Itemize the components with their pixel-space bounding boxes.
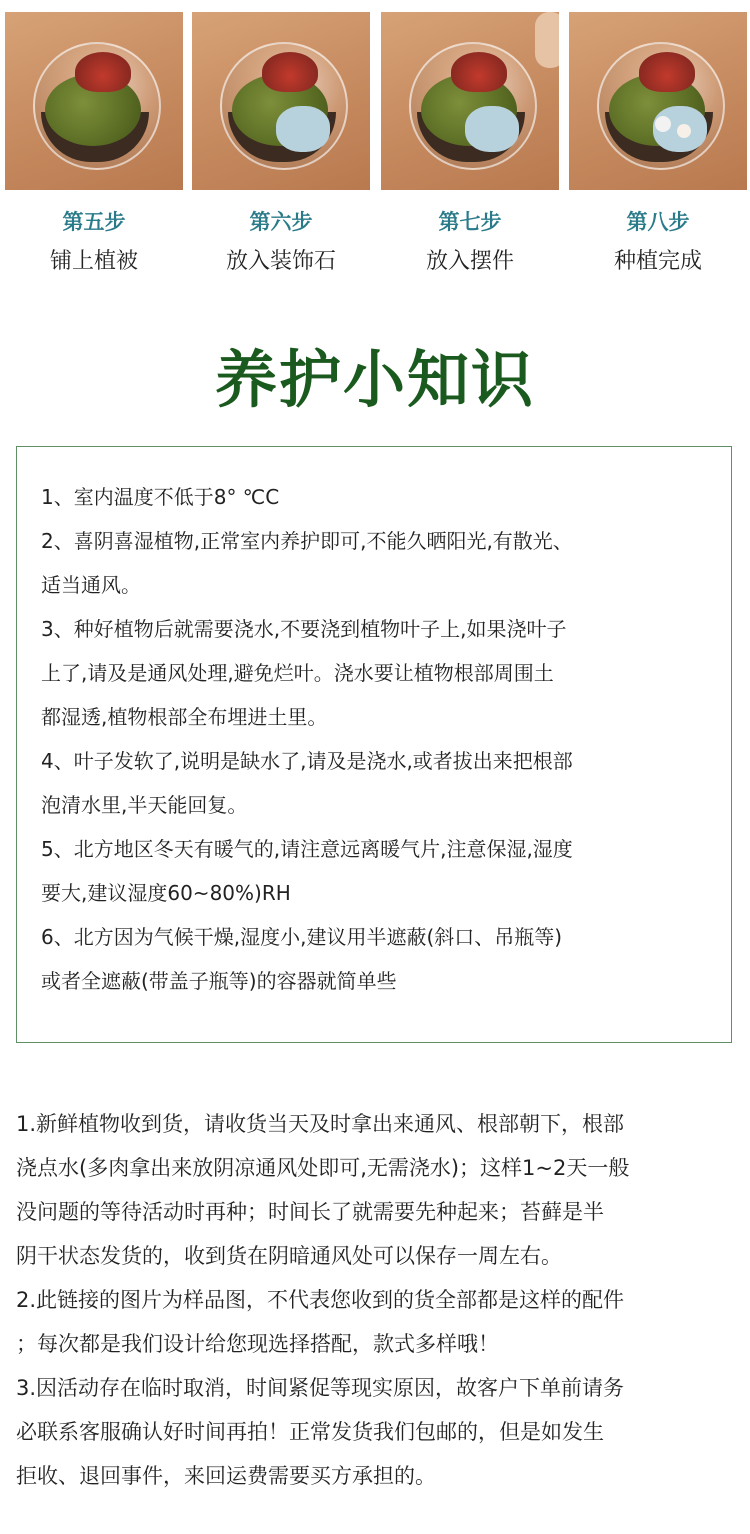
figurine-image: [677, 124, 691, 138]
care-tip-line: 1、室内温度不低于8° ℃C: [41, 485, 280, 509]
hand-image: [535, 12, 559, 68]
note-line: 2.此链接的图片为样品图，不代表您收到的货全部都是这样的配件: [16, 1288, 625, 1312]
step-desc: 种植完成: [613, 249, 702, 274]
step-title: 第八步: [626, 209, 690, 234]
care-tip-line: 6、北方因为气候干燥,湿度小,建议用半遮蔽(斜口、吊瓶等): [41, 925, 563, 949]
care-tip-line: 上了,请及是通风处理,避免烂叶。浇水要让植物根部周围土: [41, 661, 554, 685]
care-tip-line: 或者全遮蔽(带盖子瓶等)的容器就简单些: [41, 969, 397, 993]
step-desc: 放入摆件: [425, 249, 514, 274]
step-7: [381, 12, 559, 275]
figurine-image: [655, 116, 671, 132]
step-6: [192, 12, 370, 275]
step-8: [569, 12, 747, 275]
note-line: ；每次都是我们设计给您现选择搭配，款式多样哦！: [16, 1332, 499, 1356]
steps-row: [0, 0, 750, 280]
note-line: 1.新鲜植物收到货，请收货当天及时拿出来通风、根部朝下，根部: [16, 1112, 625, 1136]
care-tip-line: 泡清水里,半天能回复。: [41, 793, 248, 817]
care-tip-line: 要大,建议湿度60~80%)RH: [41, 881, 291, 905]
note-line: 没问题的等待活动时再种；时间长了就需要先种起来；苔藓是半: [16, 1200, 604, 1224]
care-tip-line: 都湿透,植物根部全布埋进土里。: [41, 705, 328, 729]
care-tip-line: 2、喜阴喜湿植物,正常室内养护即可,不能久晒阳光,有散光、: [41, 529, 573, 553]
care-tip-line: 3、种好植物后就需要浇水,不要浇到植物叶子上,如果浇叶子: [41, 617, 567, 641]
step-title: 第六步: [249, 209, 313, 234]
note-line: 阴干状态发货的，收到货在阴暗通风处可以保存一周左右。: [16, 1244, 562, 1268]
care-tip-line: 5、北方地区冬天有暖气的,请注意远离暖气片,注意保湿,湿度: [41, 837, 573, 861]
step-desc: 放入装饰石: [225, 249, 336, 274]
note-line: 3.因活动存在临时取消，时间紧促等现实原因，故客户下单前请务: [16, 1376, 625, 1400]
note-line: 必联系客服确认好时间再拍！正常发货我们包邮的，但是如发生: [16, 1420, 604, 1444]
note-line: 拒收、退回事件，来回运费需要买方承担的。: [16, 1464, 436, 1488]
step-title: 第五步: [62, 209, 126, 234]
shipping-notes: [16, 1102, 736, 1498]
step-desc: 铺上植被: [49, 249, 138, 274]
terrarium-photo-finished: [569, 12, 747, 190]
care-tip-line: 4、叶子发软了,说明是缺水了,请及是浇水,或者拔出来把根部: [41, 749, 573, 773]
care-heading: 养护小知识: [214, 343, 535, 416]
step-5: [5, 12, 183, 275]
terrarium-photo-ornament: [381, 12, 559, 190]
care-tips-box: [16, 446, 732, 1043]
note-line: 浇点水(多肉拿出来放阴凉通风处即可,无需浇水)；这样1~2天一般: [16, 1156, 630, 1180]
terrarium-photo-stones: [192, 12, 370, 190]
step-title: 第七步: [438, 209, 502, 234]
care-tips-list: [41, 475, 711, 1003]
care-tip-line: 适当通风。: [41, 573, 141, 597]
terrarium-photo-moss: [5, 12, 183, 190]
